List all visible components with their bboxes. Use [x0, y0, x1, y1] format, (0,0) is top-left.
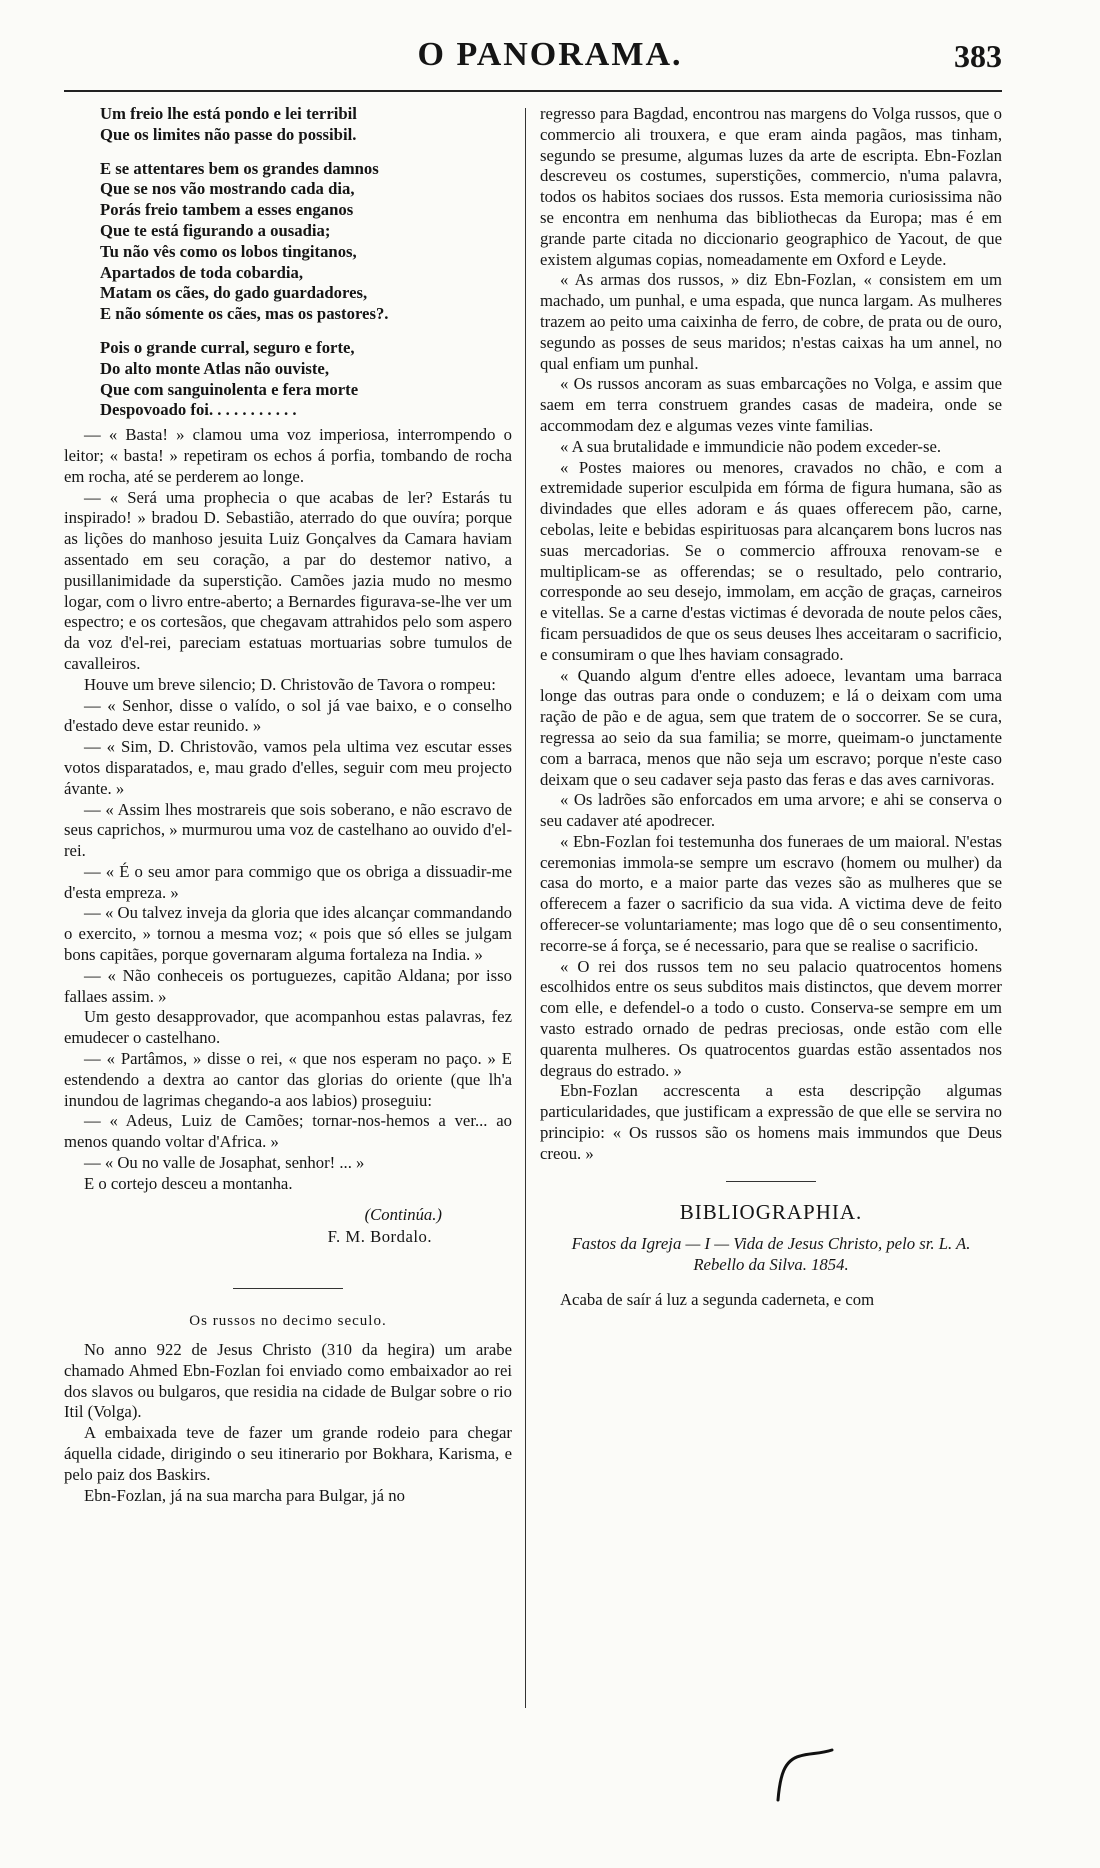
journal-title: O PANORAMA.: [417, 36, 683, 73]
article-paragraph: « O rei dos russos tem no seu palacio quatrocentos homens escolhidos entre os seus subditos mais distinctos, que devem morrer com elle, e defendel-o a todo o custo. Conserva-se sempre em um vasto estrado ornado de pedras preciosas, onde estão com elle quarenta mulheres. Os quatrocentos guardas estão assentados nos degraus do estrado. »: [540, 956, 1002, 1080]
story-paragraph: — « Será uma prophecia o que acabas de ler? Estarás tu inspirado! » bradou D. Sebastião, aterrado do que ouvíra; porque as lições do manhoso jesuita Luiz Gonçalves da Camara haviam assentado em seu coração, a par do destemor nativo, a pusillanimidade da superstição. Camões jazia mudo no mesmo logar, com o livro entre-aberto; a Bernardes figurava-se-lhe ver um espectro; e os cortesãos, que chegavam attrahidos pelo som aspero da voz d'el-rei, pareciam estatuas mortuarias sobre tumulos de cavalleiros.: [64, 487, 512, 673]
article-paragraph: « Postes maiores ou menores, cravados no chão, e com a extremidade superior esculpida em fórma de figura humana, são as divindades que elles adoram e ás quaes offerecem pão, carne, cebolas, leite e bebidas espirituosas para alcançarem bons lucros nas suas mercadorias. Se o commercio affrouxa renovam-se e multiplicam-se as offerendas; se o resultado, pelo contrario, corresponde ao seu desejo, immolam, em acção de graças, carneiros e vitellas. Se a carne d'estas victimas é devorada de noute pelos cães, ficam persuadidos de que os seus deuses lhes acceitaram o sacrificio, e consumiram o que lhes haviam consagrado.: [540, 457, 1002, 664]
article-paragraph: regresso para Bagdad, encontrou nas margens do Volga russos, que o commercio ali trouxera, e que eram ainda pagãos, mas tinham, segundo se presume, algumas luzes da arte de escripta. Ebn-Fozlan descreveu os costumes, superstições, commercio, n'uma palavra, todos os habitos sociaes dos russos. Esta memoria curiosissima não se encontra em nenhuma das bibliothecas da Europa; mas é em grande parte citada no diccionario geographico de Yacout, de que existem algumas copias, nomeadamente em Oxford e Leyde.: [540, 104, 1002, 269]
verse-stanza-2: [100, 159, 512, 325]
column-divider: [525, 108, 526, 1708]
section-separator: [726, 1181, 816, 1182]
verse-line: Que te está figurando a ousadia;: [100, 220, 331, 240]
article-paragraph: « A sua brutalidade e immundicie não podem exceder-se.: [560, 436, 942, 456]
bibliography-heading: BIBLIOGRAPHIA.: [679, 1199, 863, 1224]
verse-line: Despovoado foi. . . . . . . . . . .: [100, 400, 297, 420]
story-paragraph: — « Basta! » clamou uma voz imperiosa, interrompendo o leitor; « basta! » repetiram os echos á porfia, tombando de rocha em rocha, até se perderem ao longe.: [64, 425, 512, 486]
verse-line: Um freio lhe está pondo e lei terribil: [100, 104, 357, 123]
header-rule: [64, 90, 1002, 92]
story-paragraph: Um gesto desapprovador, que acompanhou estas palavras, fez emudecer o castelhano.: [64, 1007, 512, 1048]
continua-note: (Continúa.): [364, 1204, 442, 1224]
verse-line: E não sómente os cães, mas os pastores?.: [100, 304, 389, 324]
verse-line: Tu não vês como os lobos tingitanos,: [100, 241, 357, 261]
story-paragraph: — « Ou talvez inveja da gloria que ides alcançar commandando o exercito, » tornou a mesma voz; « pois que só elles se julgam bons capitães, porque governaram alguma fortaleza na India. »: [64, 903, 512, 965]
verse-stanza-1: [100, 104, 512, 146]
verse-stanza-3: [100, 338, 512, 421]
article-paragraph: No anno 922 de Jesus Christo (310 da hegira) um arabe chamado Ahmed Ebn-Fozlan foi enviado como embaixador ao rei dos slavos ou bulgaros, que residia na cidade de Bulgar sobre o rio Itil (Volga).: [64, 1340, 512, 1422]
verse-line: Que se nos vão mostrando cada dia,: [100, 179, 355, 199]
verse-line: Matam os cães, do gado guardadores,: [100, 283, 368, 303]
article-paragraph: Ebn-Fozlan, já na sua marcha para Bulgar, já no: [84, 1485, 405, 1505]
story-paragraph: — « Ou no valle de Josaphat, senhor! ... »: [84, 1153, 365, 1173]
article-paragraph: « Ebn-Fozlan foi testemunha dos funeraes de um maioral. N'estas ceremonias immola-se sempre um escravo (homem ou mulher) da casa do morto, e a maior parte das vezes são as mulheres que se offerecem a fazer o sacrificio da sua vida. A victima deve de feito offerecer-se voluntariamente; mas logo que dê o seu consentimento, recorre-se á força, se é necessario, para que se realise o sacrificio.: [540, 831, 1002, 955]
story-paragraph: — « Sim, D. Christovão, vamos pela ultima vez escutar esses votos disparatados, e, mau grado d'elles, seguir com meu projecto ávante. »: [64, 737, 512, 798]
verse-line: Pois o grande curral, seguro e forte,: [100, 337, 355, 357]
verse-line: Porás freio tambem a esses enganos: [100, 200, 354, 220]
story-paragraph: — « Assim lhes mostrareis que sois soberano, e não escravo de seus caprichos, » murmurou uma voz de castelhano ao ouvido d'el-rei.: [64, 799, 512, 861]
page-number: 383: [954, 38, 1002, 74]
bibliography-entry: Fastos da Igreja — I — Vida de Jesus Christo, pelo sr. L. A. Rebello da Silva. 1854.: [571, 1234, 971, 1275]
verse-line: E se attentares bem os grandes damnos: [100, 158, 379, 178]
story-paragraph: E o cortejo desceu a montanha.: [84, 1173, 293, 1193]
article-paragraph: « Os russos ancoram as suas embarcações no Volga, e assim que saem em terra construem grandes casas de madeira, onde se accommodam dez e algumas vezes vinte familias.: [540, 374, 1002, 435]
section-separator: [233, 1288, 343, 1289]
verse-line: Que os limites não passe do possibil.: [100, 124, 357, 144]
bibliography-paragraph: Acaba de saír á luz a segunda caderneta, e com: [560, 1290, 875, 1310]
page-header: [0, 0, 1100, 100]
left-column: [64, 104, 512, 1506]
section-title: Os russos no decimo seculo.: [189, 1313, 387, 1330]
right-column: [540, 104, 1002, 1311]
author-signature: F. M. Bordalo.: [327, 1227, 432, 1247]
story-paragraph: — « Senhor, disse o valído, o sol já vae baixo, e o conselho d'estado deve estar reunido. »: [64, 695, 512, 736]
pen-mark-icon: [770, 1746, 840, 1806]
verse-line: Apartados de toda cobardia,: [100, 262, 304, 282]
article-paragraph: « As armas dos russos, » diz Ebn-Fozlan, « consistem em um machado, um punhal, e uma espada, que nunca largam. As mulheres trazem ao peito uma caixinha de ferro, de cobre, de prata ou de ouro, segundo as posses de seus maridos; n'estas caixas ha um annel, no qual enfiam um punhal.: [540, 270, 1002, 373]
verse-line: Do alto monte Atlas não ouviste,: [100, 358, 329, 378]
story-paragraph: — « Não conheceis os portuguezes, capitão Aldana; por isso fallaes assim. »: [64, 965, 512, 1006]
article-paragraph: « Quando algum d'entre elles adoece, levantam uma barraca longe das outras para onde o conduzem; e lá o deixam com uma ração de pão e de agua, sem que tratem de o soccorrer. Se se cura, regressa ao seio da sua familia; se morre, queimam-o junctamente com a barraca, menos que não seja um escravo; porque n'este caso deixam que o seu cadaver seja pasto das feras e das aves carnivoras.: [540, 665, 1002, 789]
story-paragraph: — « É o seu amor para commigo que os obriga a dissuadir-me d'esta empreza. »: [64, 861, 512, 902]
article-paragraph: A embaixada teve de fazer um grande rodeio para chegar áquella cidade, dirigindo o seu itinerario por Bokhara, Karisma, e pelo paiz dos Baskirs.: [64, 1423, 512, 1484]
story-paragraph: — « Partâmos, » disse o rei, « que nos esperam no paço. » E estendendo a dextra ao cantor das glorias do oriente (que lh'a inundou de lagrimas chegando-a aos labios) proseguiu:: [64, 1049, 512, 1110]
article-paragraph: « Os ladrões são enforcados em uma arvore; e ahi se conserva o seu cadaver até apodrecer.: [540, 790, 1002, 831]
article-paragraph: Ebn-Fozlan accrescenta a esta descripção algumas particularidades, que justificam a expressão de que elle se servira no principio: « Os russos são os homens mais immundos que Deus creou. »: [540, 1081, 1002, 1163]
story-paragraph: Houve um breve silencio; D. Christovão de Tavora o rompeu:: [84, 674, 496, 694]
verse-line: Que com sanguinolenta e fera morte: [100, 379, 359, 399]
story-paragraph: — « Adeus, Luiz de Camões; tornar-nos-hemos a ver... ao menos quando voltar d'Africa. »: [64, 1111, 512, 1152]
